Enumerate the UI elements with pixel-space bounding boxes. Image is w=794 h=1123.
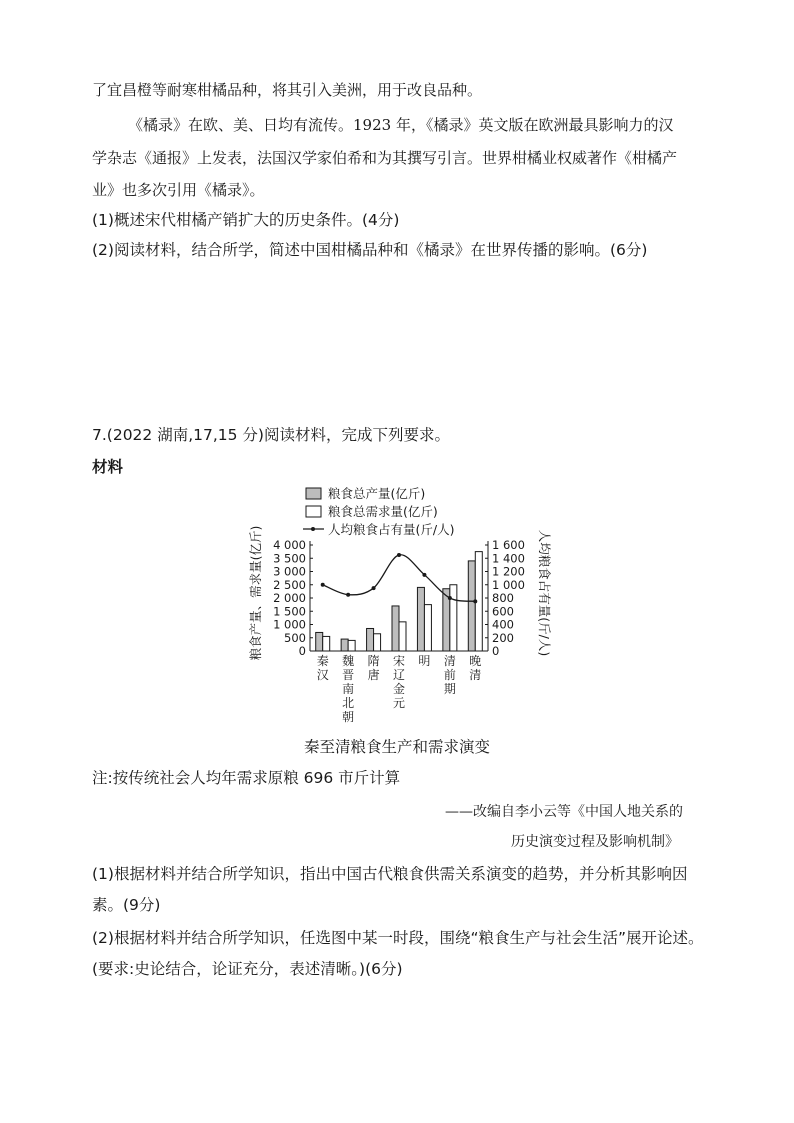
x-tick-label: 晚	[469, 654, 482, 668]
x-tick-label: 清	[469, 668, 482, 682]
x-tick-label: 隋	[367, 654, 380, 668]
x-tick-label: 辽	[392, 668, 406, 682]
q7-header: 7.(2022 湖南,17,15 分)阅读材料，完成下列要求。	[92, 426, 450, 444]
y-right-tick-label: 200	[492, 630, 514, 645]
y-right-tick-label: 1 400	[492, 551, 525, 566]
plot-area	[273, 538, 525, 724]
y-axis-right-title: 人均粮食占有量(斤/人)	[537, 529, 552, 657]
y-left-tick-label: 0	[298, 644, 306, 658]
point-per-capita	[321, 583, 325, 587]
x-tick-label: 魏	[342, 654, 355, 668]
intro-line-1: 了宜昌橙等耐寒柑橘品种，将其引入美洲，用于改良品种。	[92, 81, 483, 99]
bar-demand	[399, 622, 406, 651]
y-axis-left-title: 粮食产量、需求量(亿斤)	[248, 525, 263, 661]
x-tick-label: 唐	[367, 668, 380, 682]
chart-caption: 秦至清粮食生产和需求演变	[303, 738, 490, 756]
source-line-2: 历史演变过程及影响机制》	[511, 834, 679, 850]
x-tick-label: 北	[342, 696, 355, 710]
point-per-capita	[372, 586, 376, 590]
q6-subquestion-1: (1)概述宋代柑橘产销扩大的历史条件。(4分)	[92, 211, 400, 229]
legend-label-demand: 粮食总需求量(亿斤)	[328, 504, 438, 519]
y-right-tick-label: 1 000	[492, 577, 525, 592]
bar-production	[367, 628, 374, 651]
bar-demand	[424, 605, 431, 651]
bar-demand	[374, 634, 381, 651]
q7-subquestion-1-line-1: (1)根据材料并结合所学知识，指出中国古代粮食供需关系演变的趋势，并分析其影响因	[92, 865, 688, 883]
x-tick-label: 汉	[316, 668, 329, 682]
bar-demand	[323, 636, 330, 651]
q6-subquestion-2: (2)阅读材料，结合所学，简述中国柑橘品种和《橘录》在世界传播的影响。(6分)	[92, 241, 648, 259]
point-per-capita	[473, 599, 477, 603]
q7-subquestion-2-line-1: (2)根据材料并结合所学知识，任选图中某一时段，围绕“粮食生产与社会生活”展开论述。	[92, 929, 704, 947]
y-left-tick-label: 4 000	[273, 538, 306, 552]
legend-marker-per-capita	[311, 527, 315, 531]
material-label: 材料	[92, 458, 124, 476]
legend-swatch-production	[306, 488, 321, 499]
y-right-tick-label: 1 200	[492, 564, 525, 579]
x-tick-label: 南	[342, 682, 355, 696]
intro-line-2: 《橘录》在欧、美、日均有流传。1923 年，《橘录》英文版在欧洲最具影响力的汉	[128, 116, 674, 134]
y-right-tick-label: 600	[492, 604, 514, 619]
y-left-tick-label: 2 500	[273, 577, 306, 592]
chart-note: 注:按传统社会人均年需求原粮 696 市斤计算	[92, 769, 401, 787]
y-left-tick-label: 500	[284, 630, 306, 645]
bar-demand	[348, 640, 355, 651]
x-tick-label: 明	[418, 654, 431, 668]
intro-line-3: 学杂志《通报》上发表，法国汉学家伯希和为其撰写引言。世界柑橘业权威著作《柑橘产	[92, 149, 678, 167]
x-tick-label: 前	[443, 668, 456, 682]
source-line-1: ——改编自李小云等《中国人地关系的	[445, 804, 683, 820]
point-per-capita	[346, 593, 350, 597]
legend-label-production: 粮食总产量(亿斤)	[328, 486, 426, 501]
x-tick-label: 金	[392, 682, 406, 696]
y-left-tick-label: 1 500	[273, 604, 306, 619]
x-tick-label: 宋	[392, 654, 406, 668]
bar-production	[341, 639, 348, 651]
y-left-tick-label: 3 000	[273, 564, 306, 579]
bar-production	[392, 606, 399, 651]
y-left-tick-label: 1 000	[273, 617, 306, 632]
q7-subquestion-2-line-2: (要求:史论结合，论证充分，表述清晰。)(6分)	[92, 960, 403, 978]
legend-swatch-demand	[306, 506, 321, 517]
x-tick-label: 期	[443, 682, 456, 696]
y-left-tick-label: 2 000	[273, 591, 306, 605]
x-tick-label: 清	[443, 654, 456, 668]
x-tick-label: 朝	[342, 710, 355, 724]
y-right-tick-label: 400	[492, 617, 514, 632]
x-tick-label: 晋	[342, 668, 355, 682]
legend-label-per-capita: 人均粮食占有量(斤/人)	[328, 522, 455, 537]
y-left-tick-label: 3 500	[273, 551, 306, 566]
y-right-tick-label: 800	[492, 591, 514, 605]
bar-production	[316, 632, 323, 651]
grain-chart	[240, 483, 560, 733]
y-right-tick-label: 1 600	[492, 538, 525, 552]
intro-line-4: 业》也多次引用《橘录》。	[92, 181, 265, 199]
y-right-tick-label: 0	[492, 644, 500, 658]
point-per-capita	[397, 553, 401, 557]
bar-production	[468, 561, 475, 651]
x-tick-label: 秦	[316, 654, 329, 668]
bar-production	[417, 587, 424, 651]
x-tick-label: 元	[392, 696, 406, 710]
bar-demand	[450, 585, 457, 651]
point-per-capita	[422, 573, 426, 577]
point-per-capita	[448, 596, 452, 600]
chart-legend	[303, 486, 454, 537]
q7-subquestion-1-line-2: 素。(9分)	[92, 896, 161, 914]
